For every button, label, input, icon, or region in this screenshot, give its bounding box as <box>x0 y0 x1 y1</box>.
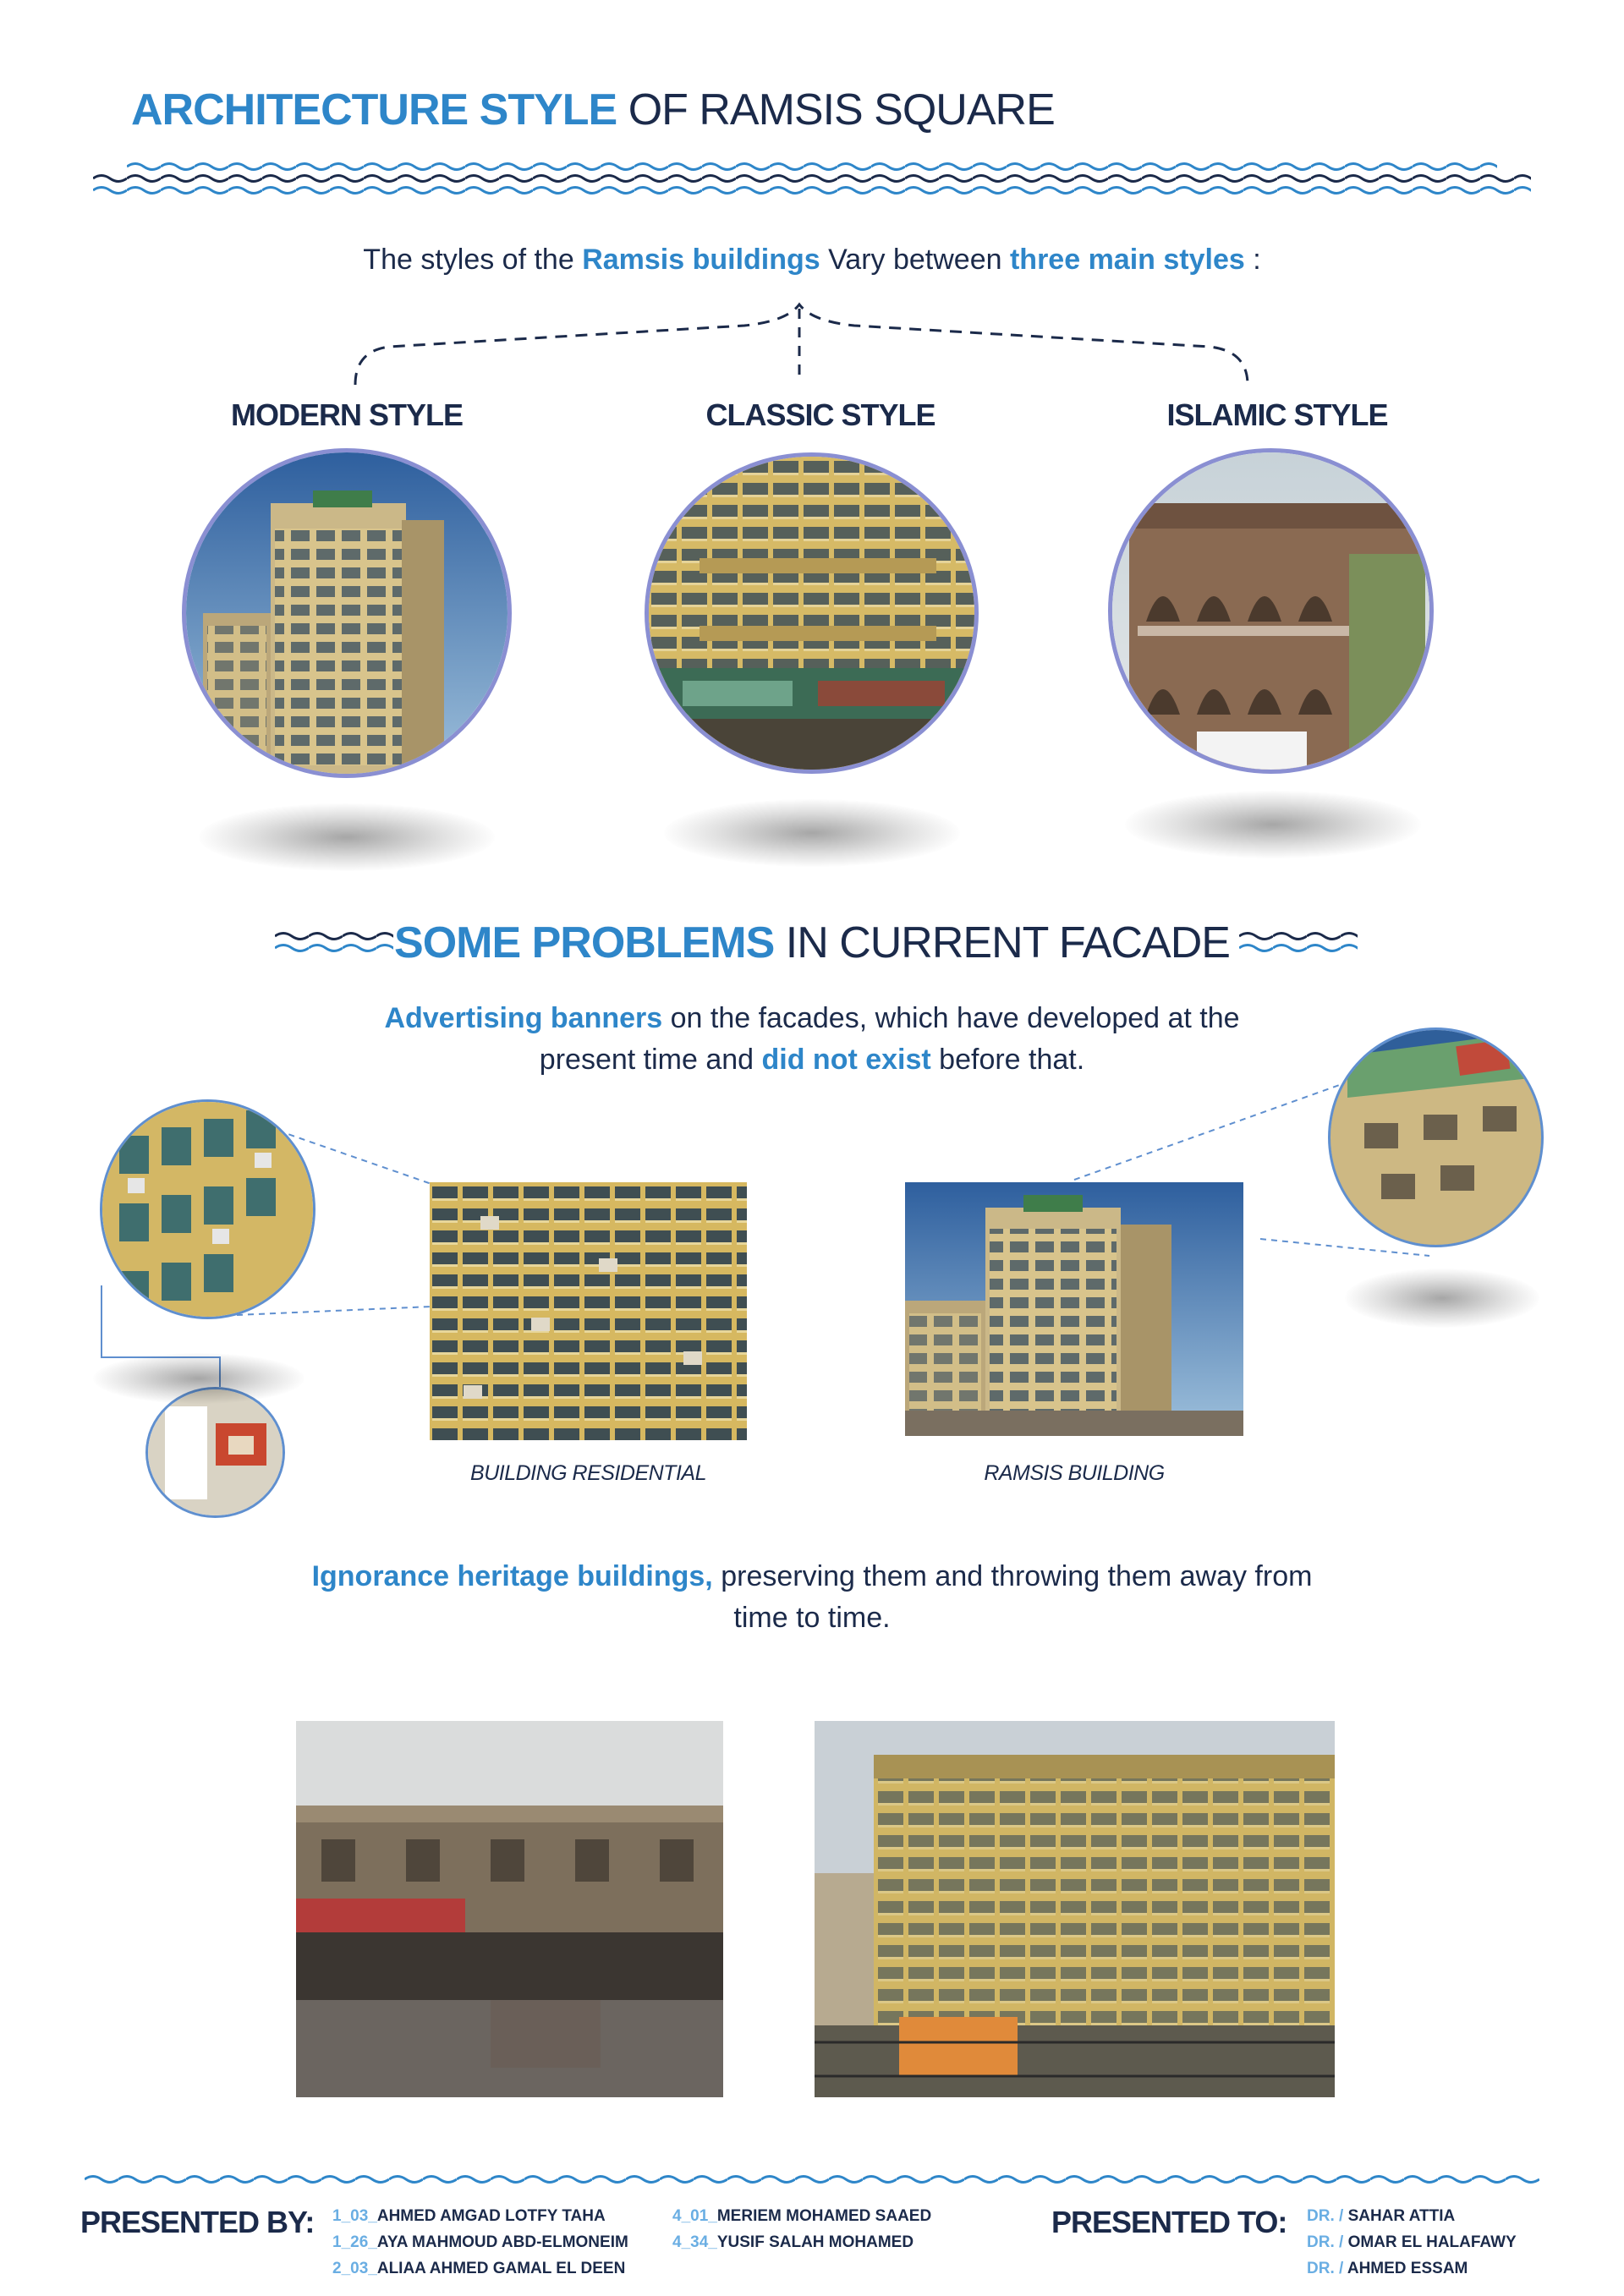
presented-to-label: PRESENTED TO: <box>1051 2205 1287 2239</box>
student-name: AYA MAHMOUD ABD-ELMONEIM <box>376 2233 628 2251</box>
intro-highlight: Ramsis buildings <box>582 244 820 276</box>
student-name: MERIEM MOHAMED SAAED <box>716 2207 932 2225</box>
supervisor-entry <box>1307 2203 1517 2229</box>
student-name: ALIAA AHMED GAMAL EL DEEN <box>376 2260 626 2277</box>
intro-part: : <box>1244 244 1261 276</box>
student-entry <box>672 2229 931 2255</box>
para-text: time to time. <box>733 1602 891 1635</box>
student-code: 1_03_ <box>332 2207 377 2225</box>
islamic-style-photo <box>1108 448 1434 774</box>
intro-text <box>0 244 1624 277</box>
styles-bracket <box>338 300 1286 389</box>
supervisor-name: OMAR EL HALAFAWY <box>1347 2233 1517 2251</box>
student-name: AHMED AMGAD LOTFY TAHA <box>376 2207 606 2225</box>
banner-zoom-shadow <box>1345 1269 1539 1328</box>
classic-style-photo <box>645 452 979 774</box>
supervisor-prefix: DR. / <box>1307 2233 1348 2251</box>
student-name: YUSIF SALAH MOHAMED <box>716 2233 914 2251</box>
ac-zoom-shadow <box>93 1353 304 1404</box>
banner-zoom-circle <box>1328 1027 1544 1247</box>
caption-ramsis: RAMSIS BUILDING <box>984 1461 1165 1485</box>
student-code: 4_34_ <box>672 2233 717 2251</box>
heritage-corner-building-photo <box>815 1721 1335 2097</box>
caption-residential: BUILDING RESIDENTIAL <box>470 1461 706 1485</box>
classic-photo-shadow <box>664 799 960 867</box>
student-entry <box>332 2255 628 2282</box>
style-label-modern: MODERN STYLE <box>230 397 463 432</box>
modern-photo-shadow <box>199 803 495 871</box>
student-code: 1_26_ <box>332 2233 377 2251</box>
para-text: before that. <box>930 1044 1085 1077</box>
intro-part: Vary between <box>820 244 1010 276</box>
problems-title-highlight: SOME PROBLEMS <box>394 918 775 967</box>
supervisor-entry <box>1307 2229 1517 2255</box>
intro-part: The styles of the <box>363 244 583 276</box>
page-title <box>131 85 1055 135</box>
intro-highlight: three main styles <box>1009 244 1245 276</box>
title-highlight: ARCHITECTURE STYLE <box>131 85 617 134</box>
islamic-photo-shadow <box>1125 791 1421 858</box>
para-text: on the facades, which have developed at the <box>662 1002 1240 1034</box>
para-text: present time and <box>539 1044 762 1077</box>
student-entry <box>332 2229 628 2255</box>
para-highlight: Ignorance heritage buildings, <box>311 1560 713 1592</box>
footer-wave-divider <box>85 2173 1539 2189</box>
problems-title-rest: IN CURRENT FACADE <box>785 918 1230 967</box>
title-rest: OF RAMSIS SQUARE <box>628 85 1055 134</box>
style-label-islamic: ISLAMIC STYLE <box>1166 397 1388 432</box>
students-column-1 <box>332 2203 628 2282</box>
para-highlight: Advertising banners <box>384 1002 663 1034</box>
student-entry <box>672 2203 931 2229</box>
supervisors-list <box>1307 2203 1517 2282</box>
problems-heading <box>0 918 1624 968</box>
style-label-classic: CLASSIC STYLE <box>705 397 935 432</box>
student-code: 4_01_ <box>672 2207 717 2225</box>
para-highlight: did not exist <box>761 1044 931 1077</box>
supervisor-entry <box>1307 2255 1517 2282</box>
ac-unit-zoom-circle <box>145 1387 285 1518</box>
residential-zoom-circle <box>100 1099 315 1319</box>
supervisor-name: AHMED ESSAM <box>1347 2260 1468 2277</box>
para-text: preserving them and throwing them away from <box>712 1560 1313 1592</box>
heritage-paragraph <box>0 1556 1624 1640</box>
supervisor-prefix: DR. / <box>1307 2207 1348 2225</box>
supervisor-prefix: DR. / <box>1307 2260 1347 2277</box>
modern-style-photo <box>182 448 512 778</box>
supervisor-name: SAHAR ATTIA <box>1347 2207 1456 2225</box>
heritage-street-photo <box>296 1721 723 2097</box>
presented-by-label: PRESENTED BY: <box>80 2205 315 2239</box>
student-entry <box>332 2203 628 2229</box>
header-wave-divider <box>93 161 1531 200</box>
student-code: 2_03_ <box>332 2260 377 2277</box>
ramsis-building-photo <box>905 1182 1243 1436</box>
students-column-2 <box>672 2203 931 2255</box>
residential-building-photo <box>430 1182 747 1440</box>
